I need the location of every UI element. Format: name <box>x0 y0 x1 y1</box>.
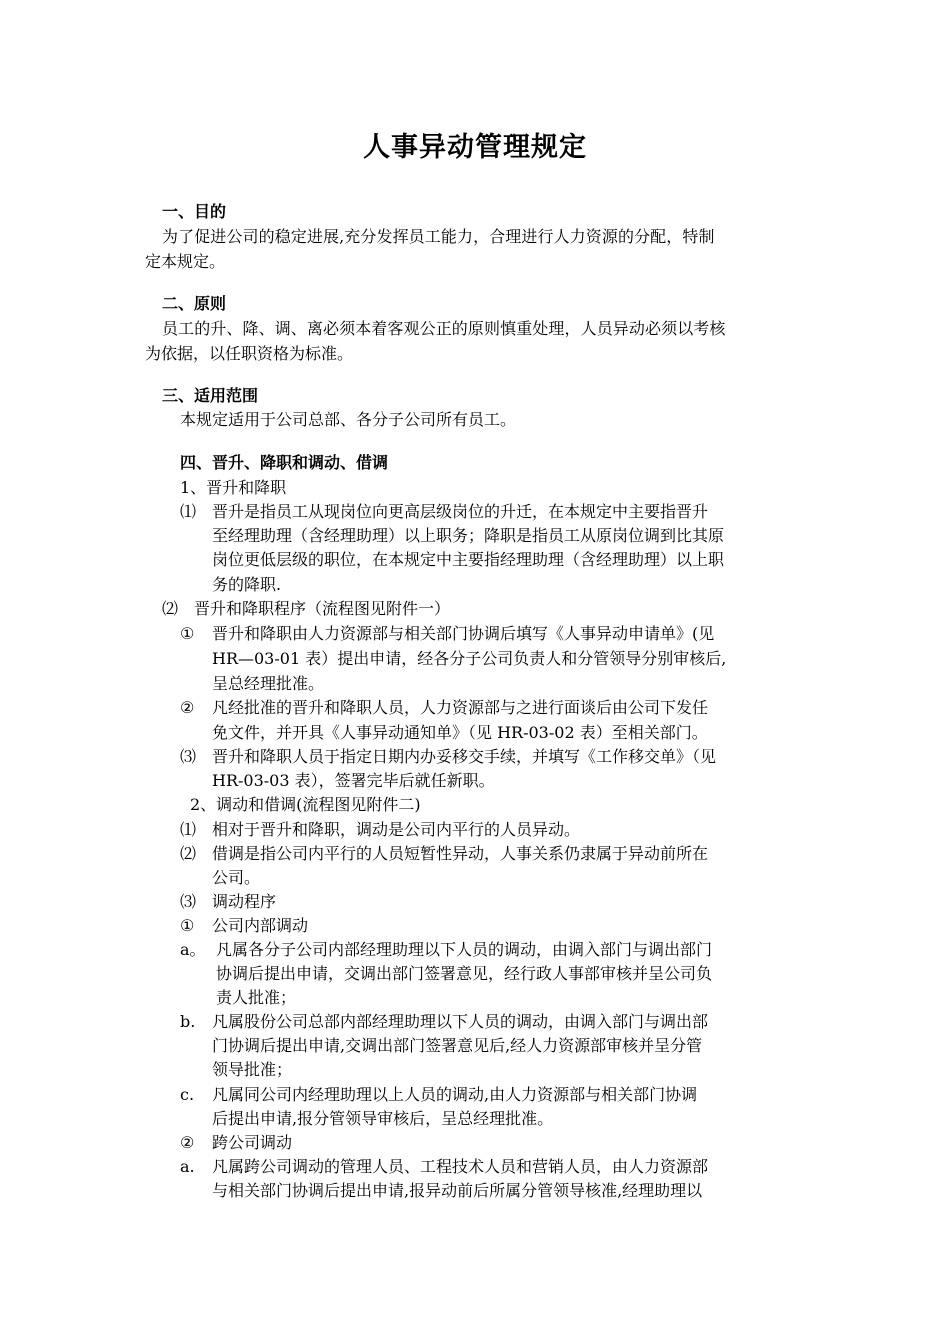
item-marker: ⑴ <box>180 820 197 839</box>
item-marker: ② <box>180 698 195 717</box>
paragraph-line: 至经理助理（含经理助理）以上职务；降职是指员工从原岗位调到比其原 <box>212 526 725 545</box>
paragraph-line: 务的降职. <box>212 575 282 594</box>
paragraph-line: 相对于晋升和降职，调动是公司内平行的人员异动。 <box>212 820 581 839</box>
item-marker: c. <box>180 1085 195 1104</box>
item-marker: ⑵ <box>180 844 197 863</box>
item-marker: ⑶ <box>180 892 197 911</box>
paragraph-line: 凡属同公司内经理助理以上人员的调动,由人力资源部与相关部门协调 <box>212 1085 698 1104</box>
paragraph-line: 借调是指公司内平行的人员短暂性异动，人事关系仍隶属于异动前所在 <box>212 844 709 863</box>
paragraph-line: 员工的升、降、调、离必须本着客观公正的原则慎重处理，人员异动必须以考核 <box>162 319 726 338</box>
paragraph-line: 岗位更低层级的职位，在本规定中主要指经理助理（含经理助理）以上职 <box>212 550 725 569</box>
document-title: 人事异动管理规定 <box>363 132 587 163</box>
item-marker: b. <box>180 1012 196 1031</box>
paragraph-line: 与相关部门协调后提出申请,报异动前后所属分管领导核准,经理助理以 <box>212 1181 703 1200</box>
paragraph-line: 责人批准； <box>216 988 297 1007</box>
item-marker: ⑴ <box>180 502 197 521</box>
item-marker: a。 <box>180 940 206 959</box>
paragraph-line: 领导批准； <box>212 1060 293 1079</box>
paragraph-line: HR—03-01 表）提出申请，经各分子公司负责人和分管领导分别审核后, <box>212 649 727 668</box>
paragraph-line: 晋升是指员工从现岗位向更高层级岗位的升迁，在本规定中主要指晋升 <box>212 502 709 521</box>
section-heading-principle: 二、原则 <box>162 294 227 313</box>
paragraph-line: 定本规定。 <box>145 252 226 271</box>
subsection-heading: 1、晋升和降职 <box>180 478 287 497</box>
paragraph-line: 晋升和降职程序（流程图见附件一） <box>194 599 451 618</box>
subsection-heading: 2、调动和借调(流程图见附件二) <box>190 795 421 814</box>
section-heading-scope: 三、适用范围 <box>162 386 259 405</box>
paragraph-line: 凡经批准的晋升和降职人员，人力资源部与之进行面谈后由公司下发任 <box>212 698 709 717</box>
paragraph-line: 晋升和降职人员于指定日期内办妥移交手续，并填写《工作移交单》（见 <box>212 747 717 766</box>
paragraph-line: 凡属各分子公司内部经理助理以下人员的调动，由调入部门与调出部门 <box>216 940 713 959</box>
item-marker: ① <box>180 624 195 643</box>
item-marker: ⑶ <box>180 747 197 766</box>
paragraph-line: 公司。 <box>212 868 261 887</box>
paragraph-line: 凡属股份公司总部内部经理助理以下人员的调动，由调入部门与调出部 <box>212 1012 709 1031</box>
paragraph-line: 跨公司调动 <box>212 1133 293 1152</box>
paragraph-line: 调动程序 <box>212 892 277 911</box>
paragraph-line: 为了促进公司的稳定进展,充分发挥员工能力，合理进行人力资源的分配，特制 <box>162 227 715 246</box>
paragraph-line: 免文件，并开具《人事异动通知单》（见 HR-03-02 表）至相关部门。 <box>212 723 708 742</box>
item-marker: ① <box>180 916 195 935</box>
paragraph-line: 协调后提出申请，交调出部门签署意见，经行政人事部审核并呈公司负 <box>216 964 713 983</box>
paragraph-line: 门协调后提出申请,交调出部门签署意见后,经人力资源部审核并呈分管 <box>212 1036 703 1055</box>
paragraph-line: 晋升和降职由人力资源部与相关部门协调后填写《人事异动申请单》(见 <box>212 624 715 643</box>
item-marker: ⑵ <box>162 599 179 618</box>
paragraph-line: 凡属跨公司调动的管理人员、工程技术人员和营销人员，由人力资源部 <box>212 1157 709 1176</box>
paragraph-line: 本规定适用于公司总部、各分子公司所有员工。 <box>180 410 517 429</box>
paragraph-line: 公司内部调动 <box>212 916 309 935</box>
paragraph-line: HR-03-03 表），签署完毕后就任新职。 <box>212 771 495 790</box>
paragraph-line: 后提出申请,报分管领导审核后，呈总经理批准。 <box>212 1109 554 1128</box>
section-heading-promotion: 四、晋升、降职和调动、借调 <box>180 453 389 472</box>
section-heading-purpose: 一、目的 <box>162 202 227 221</box>
paragraph-line: 为依据，以任职资格为标准。 <box>145 344 354 363</box>
item-marker: ② <box>180 1133 195 1152</box>
paragraph-line: 呈总经理批准。 <box>212 674 325 693</box>
item-marker: a. <box>180 1157 195 1176</box>
